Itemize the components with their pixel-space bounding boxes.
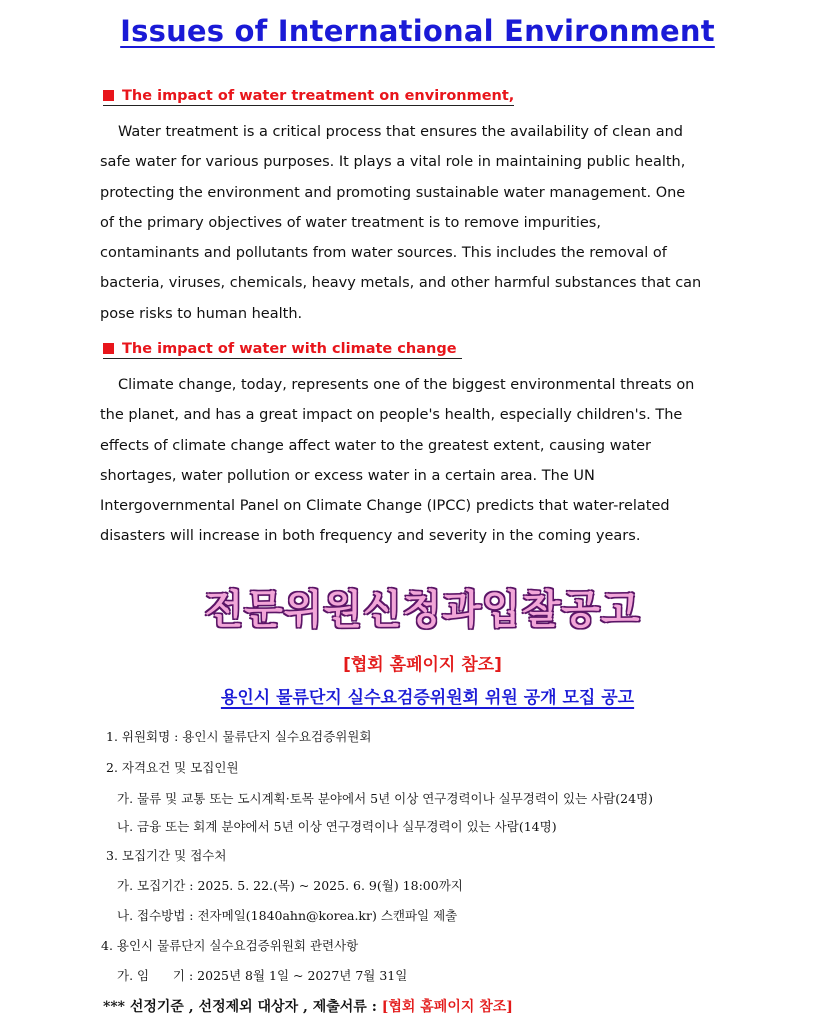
- footer-note: [103, 996, 513, 1016]
- paragraph-line: pose risks to human health.: [100, 305, 303, 322]
- section-heading-climate-change: [103, 341, 462, 359]
- paragraph-line: safe water for various purposes. It plays a vital role in maintaining public health,: [100, 154, 686, 171]
- paragraph-line: the planet, and has a great impact on people's health, especially children's. The: [100, 407, 683, 424]
- paragraph-climate-change: [100, 370, 755, 552]
- banner-heading: 전문위원신청과입찰공고: [204, 587, 641, 633]
- paragraph-line: of the primary objectives of water treatment is to remove impurities,: [100, 214, 601, 231]
- list-item: 가. 임 기 : 2025년 8월 1일 ~ 2027년 7월 31일: [117, 968, 408, 983]
- list-item: 나. 금융 또는 회계 분야에서 5년 이상 연구경력이나 실무경력이 있는 사람(14명): [117, 819, 557, 834]
- paragraph-line: Water treatment is a critical process that ensures the availability of clean and: [118, 124, 683, 140]
- red-square-bullet-icon: [103, 90, 114, 101]
- paragraph-line: Climate change, today, represents one of the biggest environmental threats on: [118, 377, 695, 393]
- list-item: 3. 모집기간 및 접수처: [106, 848, 227, 863]
- list-item: 1. 위원회명 : 용인시 물류단지 실수요검증위원회: [106, 729, 372, 744]
- list-item: 4. 용인시 물류단지 실수요검증위원회 관련사항: [101, 938, 359, 953]
- list-item: 가. 모집기간 : 2025. 5. 22.(목) ~ 2025. 6. 9(월) 18:00까지: [117, 878, 463, 893]
- section-heading-text: The impact of water with climate change: [122, 341, 457, 357]
- list-item: 가. 물류 및 교통 또는 도시계획·토목 분야에서 5년 이상 연구경력이나 실무경력이 있는 사람(24명): [117, 791, 654, 806]
- red-square-bullet-icon: [103, 343, 114, 354]
- notice-title: [0, 683, 835, 708]
- paragraph-water-treatment: [100, 117, 755, 329]
- list-item: 2. 자격요건 및 모집인원: [106, 760, 239, 775]
- paragraph-line: protecting the environment and promoting sustainable water management. One: [100, 184, 686, 201]
- paragraph-line: shortages, water pollution or excess water in a certain area. The UN: [100, 467, 595, 484]
- page-title: Issues of International Environment: [120, 14, 715, 48]
- footer-reference: [협회 홈페이지 참조]: [381, 999, 513, 1015]
- footer-text: *** 선정기준 , 선정제외 대상자 , 제출서류 :: [103, 999, 382, 1015]
- paragraph-line: effects of climate change affect water to the greatest extent, causing water: [100, 437, 652, 454]
- list-item: 나. 접수방법 : 전자메일(1840ahn@korea.kr) 스캔파일 제출: [117, 908, 458, 923]
- paragraph-line: Intergovernmental Panel on Climate Change (IPCC) predicts that water-related: [100, 498, 670, 515]
- section-heading-text: The impact of water treatment on environment,: [122, 88, 515, 104]
- paragraph-line: contaminants and pollutants from water sources. This includes the removal of: [100, 245, 667, 262]
- reference-note: [협회 홈페이지 참조]: [343, 655, 502, 675]
- paragraph-line: disasters will increase in both frequency and severity in the coming years.: [100, 528, 641, 545]
- notice-title-text: 용인시 물류단지 실수요검증위원회 위원 공개 모집 공고: [220, 688, 635, 708]
- section-heading-water-treatment: [103, 88, 514, 106]
- paragraph-line: bacteria, viruses, chemicals, heavy metals, and other harmful substances that can: [100, 275, 702, 292]
